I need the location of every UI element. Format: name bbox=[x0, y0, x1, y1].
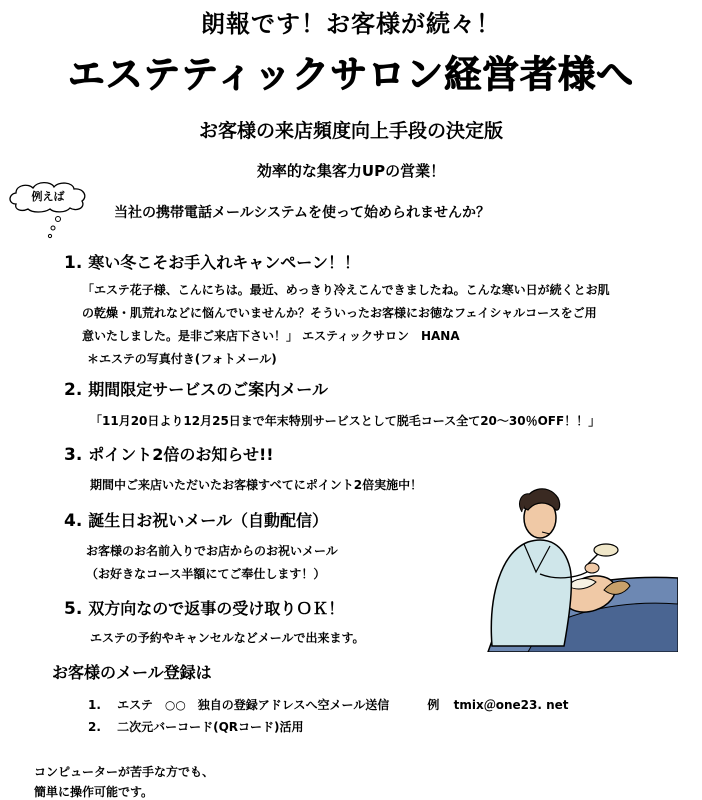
step-text: エステ ○○ 独自の登録アドレスへ空メール送信 bbox=[117, 698, 390, 712]
step-number: 2. bbox=[88, 720, 101, 734]
intro-text: 当社の携帯電話メールシステムを使って始められませんか？ bbox=[114, 205, 490, 221]
body-line: （お好きなコース半額にてご奉仕します！） bbox=[86, 567, 326, 581]
example-address: tmix＠one23. net bbox=[453, 698, 569, 712]
step-text: 二次元バーコード(QRコード)活用 bbox=[117, 720, 304, 734]
body-line: お客様のお名前入りでお店からのお祝いメール bbox=[86, 544, 338, 558]
item-5-body bbox=[90, 627, 365, 650]
item-4-body bbox=[86, 540, 338, 586]
item-3-body bbox=[90, 474, 422, 497]
bubble-label: 例えば bbox=[31, 190, 65, 203]
body-line: 「エステ花子様、こんにちは。最近、めっきり冷えこんできましたね。こんな寒い日が続くとお肌 bbox=[82, 283, 610, 297]
item-1-heading bbox=[64, 250, 360, 273]
item-number: 2. bbox=[64, 380, 83, 400]
item-title: ポイント2倍のお知らせ!! bbox=[88, 445, 274, 464]
footer-line-1: コンピューターが苦手な方でも、 bbox=[34, 765, 215, 779]
step-number: 1. bbox=[88, 698, 101, 712]
registration-step-2 bbox=[88, 718, 304, 735]
item-5-heading bbox=[64, 596, 344, 619]
body-line: ＊エステの写真付き(フォトメール) bbox=[87, 352, 277, 366]
item-number: 5. bbox=[64, 599, 83, 619]
esthetician-illustration bbox=[478, 474, 678, 652]
footer-line-2: 簡単に操作可能です。 bbox=[34, 785, 154, 799]
item-number: 1. bbox=[64, 253, 83, 273]
bubble-dots-icon bbox=[40, 214, 70, 244]
item-title: 寒い冬こそお手入れキャンペーン！！ bbox=[88, 253, 360, 272]
headline-top: 朗報です！お客様が続々！ bbox=[201, 10, 501, 38]
item-1-body bbox=[82, 279, 610, 371]
item-3-heading bbox=[64, 442, 274, 465]
registration-title: お客様のメール登録は bbox=[52, 663, 212, 682]
item-4-heading bbox=[64, 508, 328, 531]
body-line: 意いたしました。是非ご来店下さい！」 エスティックサロン HANA bbox=[82, 329, 460, 343]
body-line: 期間中ご来店いただいたお客様すべてにポイント2倍実施中！ bbox=[90, 478, 423, 492]
body-line: エステの予約やキャンセルなどメールで出来ます。 bbox=[90, 631, 365, 645]
item-title: 双方向なので返事の受け取りＯＫ！ bbox=[88, 599, 345, 618]
item-title: 期間限定サービスのご案内メール bbox=[88, 380, 328, 399]
headline-main: エステティックサロン経営者様へ bbox=[67, 53, 635, 96]
subheadline: お客様の来店頻度向上手段の決定版 bbox=[198, 120, 503, 142]
item-number: 3. bbox=[64, 445, 83, 465]
tagline: 効率的な集客力UPの営業！ bbox=[256, 162, 446, 180]
registration-step-1 bbox=[88, 696, 568, 713]
body-line: 「11月20日より12月25日まで年末特別サービスとして脱毛コース全て20～30％OFF！！」 bbox=[90, 414, 601, 428]
item-number: 4. bbox=[64, 511, 83, 531]
item-2-body bbox=[90, 410, 600, 433]
body-line: の乾燥・肌荒れなどに悩んでいませんか？そういったお客様にお徳なフェイシャルコースをご用 bbox=[82, 306, 597, 320]
item-title: 誕生日お祝いメール（自動配信） bbox=[88, 511, 328, 530]
item-2-heading bbox=[64, 377, 328, 400]
example-label: 例 bbox=[427, 698, 440, 712]
